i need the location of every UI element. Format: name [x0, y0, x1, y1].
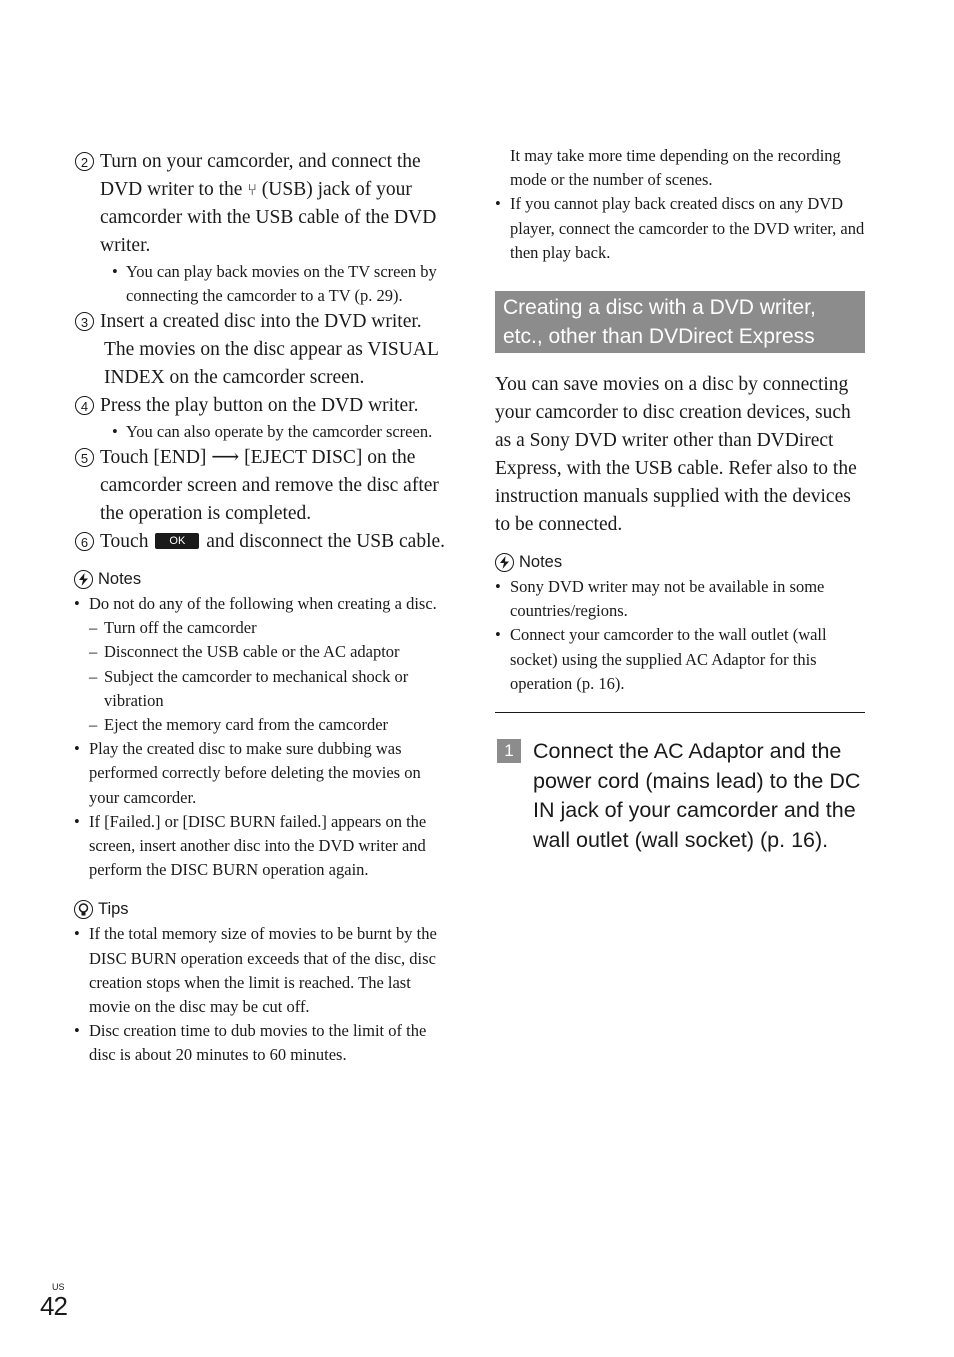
step-text: Press the play button on the DVD writer.	[100, 395, 419, 416]
note-item: • Connect your camcorder to the wall outlet (wall socket) using the supplied AC Adaptor for this operation (p. 16).	[495, 625, 827, 693]
step-text: [EJECT DISC] on the camcorder screen and remove the disc after the operation is completed.	[100, 447, 439, 524]
step-3	[74, 308, 446, 336]
note-dash-item: – Disconnect the USB cable or the AC adaptor	[89, 642, 400, 662]
note-item: • Play the created disc to make sure dubbing was performed correctly before deleting the movies on your camcorder.	[74, 739, 421, 807]
step-text: and disconnect the USB cable.	[206, 531, 446, 552]
notes-icon	[74, 570, 93, 589]
sub-bullet: • You can play back movies on the TV screen by connecting the camcorder to a TV (p. 29).	[112, 262, 437, 305]
step-text: (USB) jack of your camcorder with the USB cable of the DVD writer.	[100, 179, 437, 256]
step-5	[74, 444, 446, 528]
page-number	[40, 1282, 67, 1320]
step-4	[74, 392, 446, 420]
left-column	[74, 148, 446, 1068]
note-dash-item: – Turn off the camcorder	[89, 618, 257, 638]
tip-continuation: It may take more time depending on the recording mode or the number of scenes.	[510, 146, 841, 190]
notes-heading: Notes	[495, 553, 865, 572]
step-number: 3	[75, 312, 94, 331]
step-text: Touch [END]	[100, 447, 207, 468]
divider	[495, 712, 865, 713]
note-dash-item: – Eject the memory card from the camcorder	[89, 715, 389, 735]
note-item: • Do not do any of the following when creating a disc.	[74, 594, 437, 613]
tips-lightbulb-icon	[74, 900, 93, 919]
note-item: • Sony DVD writer may not be available in some countries/regions.	[495, 577, 825, 621]
step-number: 6	[75, 532, 94, 551]
region-code: US	[52, 1282, 65, 1292]
step-number: 5	[75, 448, 94, 467]
step-extra-text: The movies on the disc appear as VISUAL INDEX on the camcorder screen.	[104, 339, 439, 388]
step-text: Insert a created disc into the DVD writer.	[100, 311, 422, 332]
page-number-value: 42	[40, 1291, 67, 1321]
note-dash-item: – Subject the camcorder to mechanical shock or vibration	[89, 666, 409, 710]
tip-item: • If the total memory size of movies to be burnt by the DISC BURN operation exceeds that of the disc, disc creation stops when the limit is reached. The last movie on the disc may be cut off.	[74, 924, 437, 1017]
step-text: Connect the AC Adaptor and the power cord (mains lead) to the DC IN jack of your camcorder and the wall outlet (wall socket) (p. 16).	[533, 739, 861, 852]
step-number: 2	[75, 152, 94, 171]
step-number-box: 1	[497, 739, 521, 763]
intro-paragraph: You can save movies on a disc by connecting your camcorder to disc creation devices, such as a Sony DVD writer other than DVDirect Express, with the USB cable. Refer also to the instruction manuals supplied with the devices to be connected.	[495, 374, 857, 536]
notes-heading: Notes	[74, 570, 446, 589]
step-text: Touch	[100, 531, 149, 552]
tip-item: • Disc creation time to dub movies to the limit of the disc is about 20 minutes to 60 minutes.	[74, 1021, 427, 1065]
right-column	[495, 144, 865, 855]
sub-bullet: • You can also operate by the camcorder screen.	[112, 422, 433, 441]
arrow-icon: ⟶	[211, 447, 240, 468]
step-number: 4	[75, 396, 94, 415]
usb-icon: ⑂	[247, 180, 257, 199]
step-1	[495, 737, 865, 855]
step-2	[74, 148, 446, 260]
note-item: • If [Failed.] or [DISC BURN failed.] appears on the screen, insert another disc into the DVD writer and perform the DISC BURN operation again.	[74, 811, 427, 880]
tips-heading: Tips	[74, 900, 446, 919]
notes-icon	[495, 553, 514, 572]
step-6	[74, 528, 446, 556]
ok-button-icon: OK	[155, 533, 199, 549]
tip-item: • If you cannot play back created discs on any DVD player, connect the camcorder to the DVD writer, and then play back.	[495, 194, 865, 262]
step-text: Turn on your camcorder, and connect the DVD writer to the	[100, 151, 421, 200]
section-heading-banner: Creating a disc with a DVD writer, etc., other than DVDirect Express	[495, 291, 865, 353]
